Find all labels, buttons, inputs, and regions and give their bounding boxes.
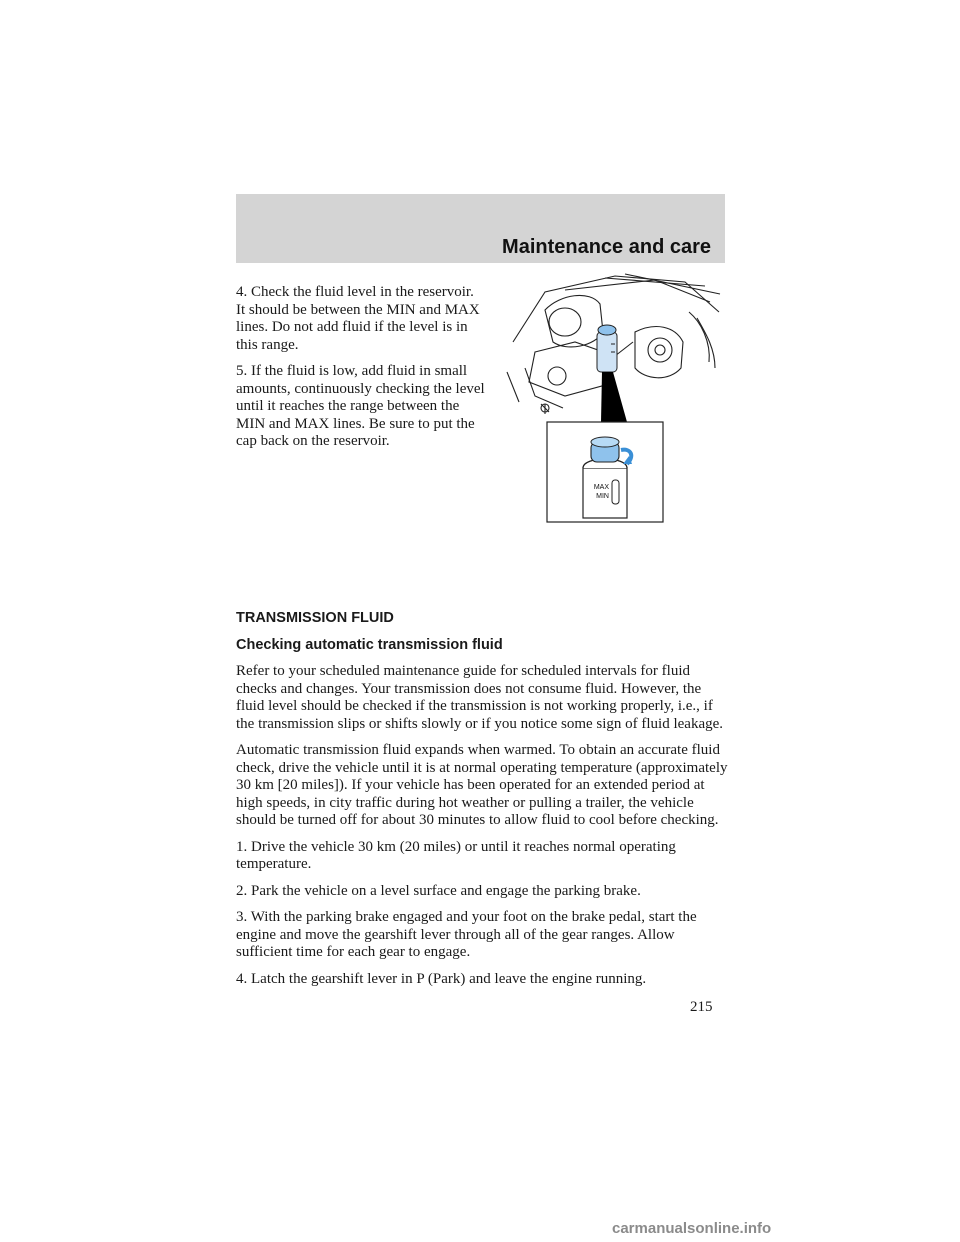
section-title: Maintenance and care xyxy=(502,236,711,258)
max-label: MAX xyxy=(593,484,609,491)
watermark: carmanualsonline.info xyxy=(612,1220,772,1237)
min-label: MIN xyxy=(596,493,609,500)
step-paragraph: 4. Latch the gearshift lever in P (Park) and leave the engine running. xyxy=(236,970,647,987)
section-subheading: Checking automatic transmission fluid xyxy=(236,636,503,653)
intro-steps xyxy=(236,284,486,460)
body-paragraph: Refer to your scheduled maintenance guide for scheduled intervals for fluid checks and changes. Your transmission does not consume fluid. However, the fluid level should be checked if the transmission is not working properly, i.e., if the transmission slips or shifts slowly or if you notice some sign of fluid leakage. xyxy=(236,663,724,732)
step-paragraph: 2. Park the vehicle on a level surface and engage the parking brake. xyxy=(236,882,641,899)
callout-pointer xyxy=(601,372,627,422)
reservoir-in-engine xyxy=(597,325,617,372)
step-paragraph: 3. With the parking brake engaged and your foot on the brake pedal, start the engine and move the gearshift lever through all of the gear ranges. Allow sufficient time for each gear to engage. xyxy=(236,909,697,960)
section-heading: TRANSMISSION FLUID xyxy=(236,610,394,626)
transmission-fluid-section xyxy=(236,610,731,997)
reservoir-illustration xyxy=(505,272,723,524)
step-4-paragraph: 4. Check the fluid level in the reservoir. It should be between the MIN and MAX lines. Do not add fluid if the level is in this range. xyxy=(236,284,480,353)
step-paragraph: 1. Drive the vehicle 30 km (20 miles) or until it reaches normal operating temperature. xyxy=(236,838,676,872)
step-5-paragraph: 5. If the fluid is low, add fluid in small amounts, continuously checking the level until it reaches the range between the MIN and MAX lines. Be sure to put the cap back on the reservoir. xyxy=(236,363,485,449)
page-number: 215 xyxy=(690,999,713,1015)
body-paragraph: Automatic transmission fluid expands when warmed. To obtain an accurate fluid check, drive the vehicle until it is at normal operating temperature (approximately 30 km [20 miles]). If your vehicle has been operated for an extended period at high speeds, in city traffic during hot weather or pulling a trailer, the vehicle should be turned off for about 30 minutes to allow fluid to cool before checking. xyxy=(236,742,728,828)
section-header-band xyxy=(236,194,725,263)
